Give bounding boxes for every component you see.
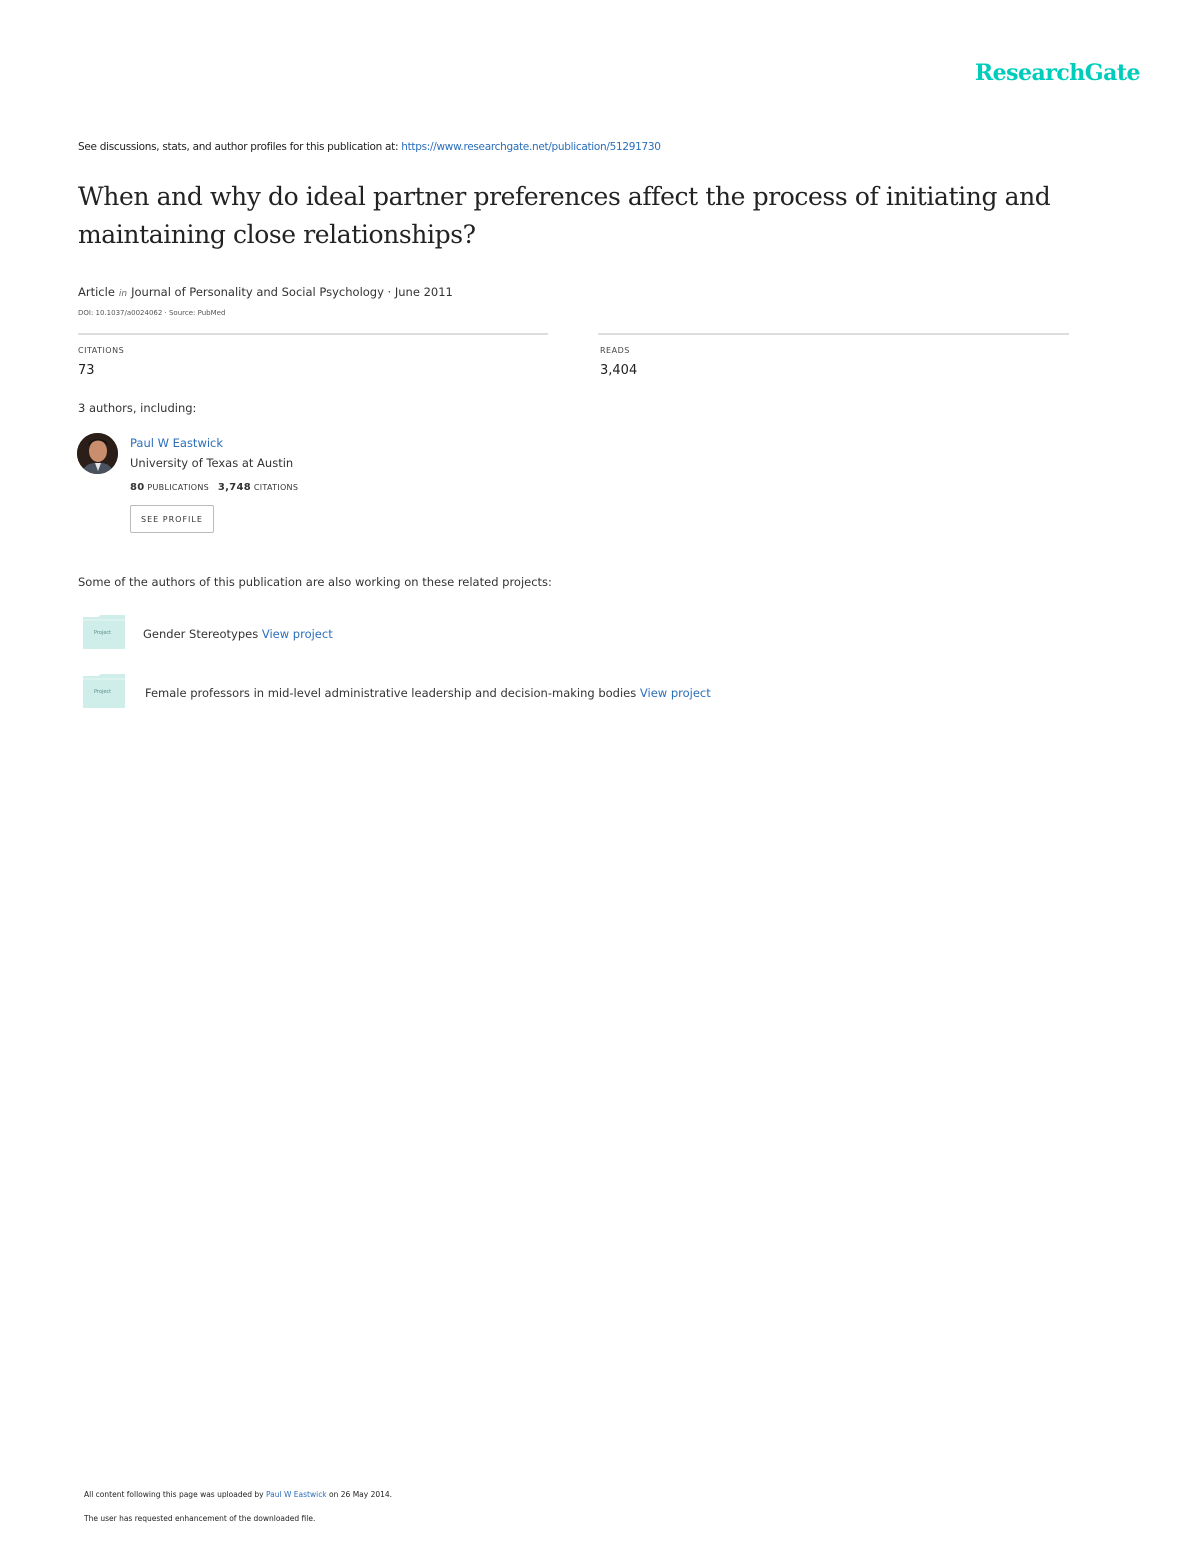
researchgate-logo: ResearchGate — [974, 60, 1140, 86]
divider-right — [598, 333, 1069, 335]
journal-date: Journal of Personality and Social Psychology · June 2011 — [131, 285, 453, 299]
project-folder-icon — [83, 615, 125, 649]
view-project-link[interactable]: View project — [261, 627, 333, 641]
project-icon-label: Project — [94, 689, 112, 695]
author-publications-label: PUBLICATIONS — [147, 483, 210, 492]
publication-title: When and why do ideal partner preferences affect the process of initiating and maintaining close relationships? — [78, 182, 1051, 249]
project-name: Female professors in mid-level administrative leadership and decision-making bodies — [145, 686, 637, 700]
project-item — [145, 686, 711, 700]
doi-source: DOI: 10.1037/a0024062 · Source: PubMed — [78, 309, 226, 317]
authors-heading: 3 authors, including: — [78, 401, 197, 415]
author-citations-count: 3,748 — [217, 482, 251, 493]
citations-label: CITATIONS — [78, 346, 125, 355]
footer-uploaded-prefix: All content following this page was uploaded by — [84, 1490, 266, 1499]
citations-value: 73 — [78, 363, 95, 378]
author-publications-count: 80 — [130, 482, 145, 493]
project-name: Gender Stereotypes — [143, 627, 259, 641]
divider-left — [78, 333, 548, 335]
author-institution: University of Texas at Austin — [130, 456, 294, 470]
view-project-link[interactable]: View project — [639, 686, 711, 700]
footer-uploader-link[interactable]: Paul W Eastwick — [265, 1490, 327, 1499]
see-discussions-text: See discussions, stats, and author profiles for this publication at: — [78, 141, 402, 153]
project-item — [143, 627, 333, 641]
projects-heading: Some of the authors of this publication are also working on these related projects: — [78, 575, 552, 589]
footer-uploaded — [84, 1490, 392, 1499]
project-folder-icon — [83, 674, 125, 708]
author-citations-label: CITATIONS — [253, 483, 299, 492]
footer-note: The user has requested enhancement of the downloaded file. — [84, 1514, 316, 1523]
article-type: Article — [78, 285, 115, 299]
avatar-photo-icon — [77, 433, 118, 474]
see-profile-button[interactable]: SEE PROFILE — [130, 505, 214, 533]
see-discussions-line — [78, 141, 661, 153]
in-label: in — [118, 289, 128, 299]
reads-value: 3,404 — [600, 363, 638, 378]
author-avatar[interactable] — [77, 433, 118, 474]
reads-label: READS — [600, 346, 630, 355]
footer-uploaded-suffix: on 26 May 2014. — [326, 1490, 393, 1499]
publication-meta — [78, 285, 453, 299]
project-icon-label: Project — [94, 630, 112, 636]
publication-url-link[interactable]: https://www.researchgate.net/publication/51291730 — [401, 141, 661, 153]
author-name-link[interactable]: Paul W Eastwick — [130, 436, 224, 450]
author-stats — [130, 482, 298, 493]
